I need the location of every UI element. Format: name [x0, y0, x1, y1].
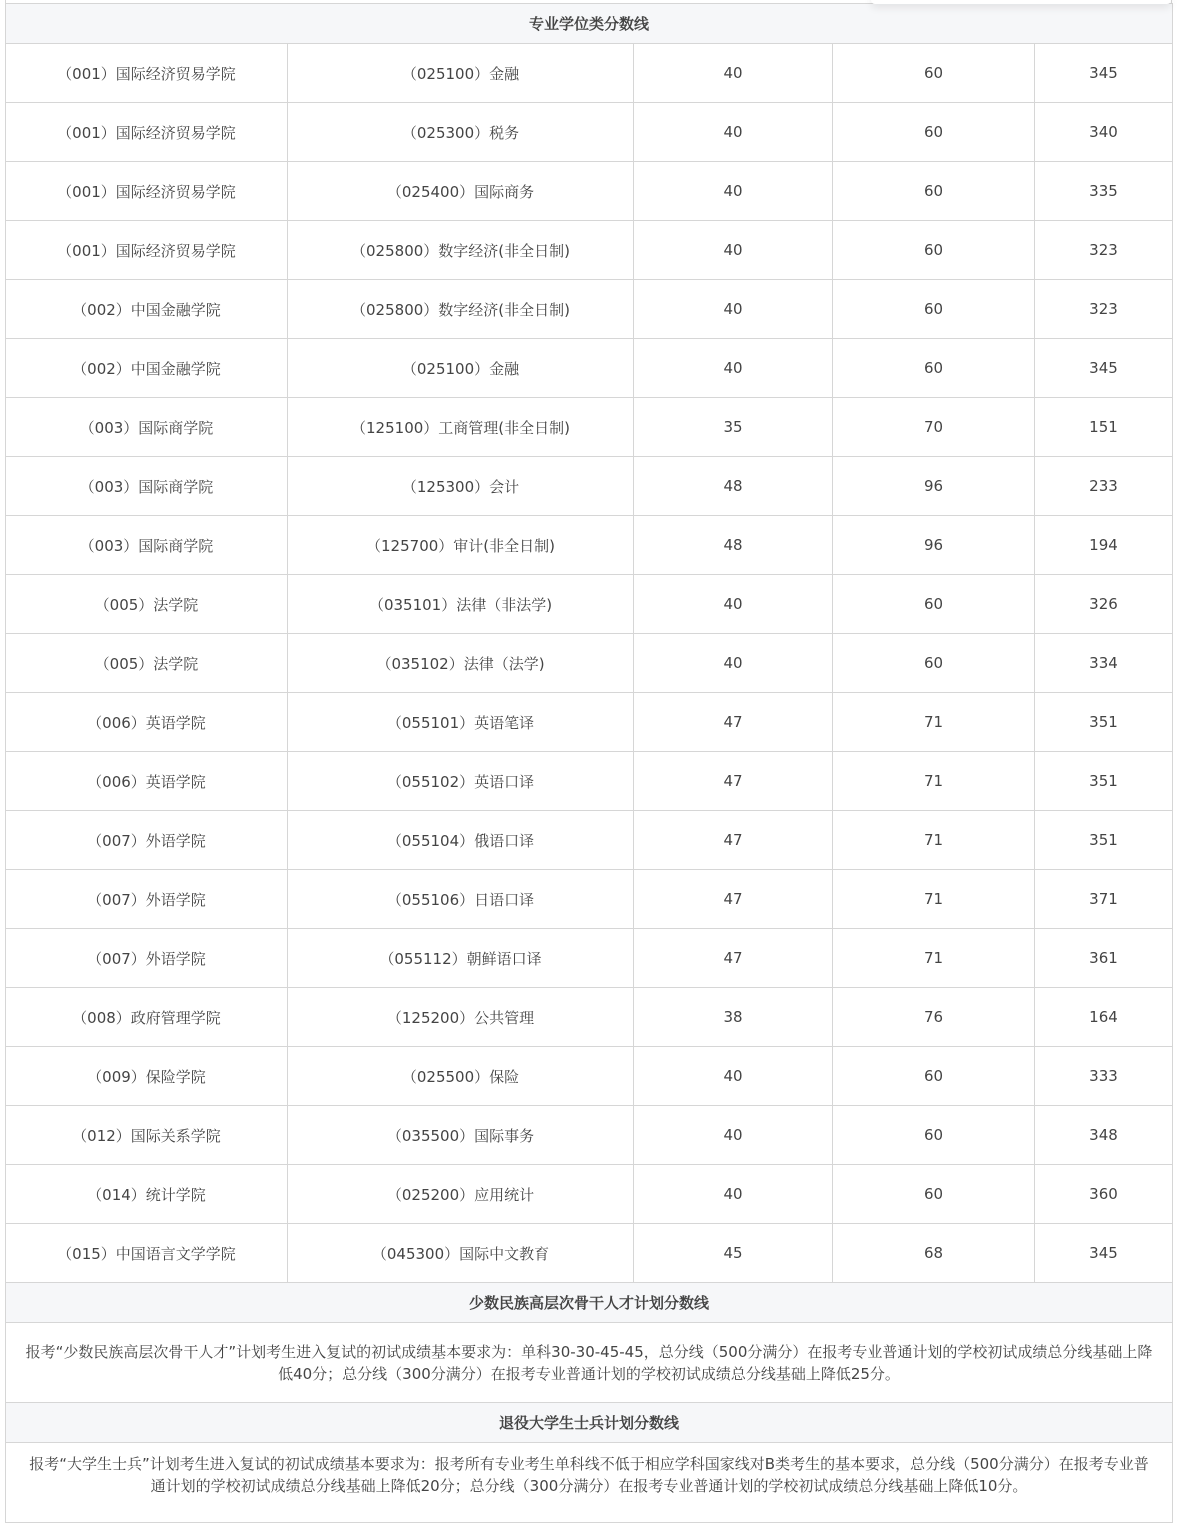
college-cell: （015）中国语言文学学院 — [6, 1224, 288, 1283]
college-cell: （007）外语学院 — [6, 811, 288, 870]
total-score-cell: 351 — [1035, 752, 1173, 811]
major-cell: （035102）法律（法学) — [288, 634, 634, 693]
college-cell: （009）保险学院 — [6, 1047, 288, 1106]
total-score-cell: 348 — [1035, 1106, 1173, 1165]
major-cell: （055106）日语口译 — [288, 870, 634, 929]
total-score-cell: 323 — [1035, 280, 1173, 339]
college-cell: （005）法学院 — [6, 575, 288, 634]
score-table-container — [5, 0, 1172, 1523]
college-cell: （006）英语学院 — [6, 752, 288, 811]
college-cell: （007）外语学院 — [6, 929, 288, 988]
table-row — [6, 398, 1173, 457]
total-score-cell: 351 — [1035, 811, 1173, 870]
table-row — [6, 693, 1173, 752]
subject-score-a-cell: 40 — [634, 575, 833, 634]
major-cell: （055104）俄语口译 — [288, 811, 634, 870]
section-note-veterans — [6, 1443, 1173, 1523]
subject-score-a-cell: 48 — [634, 457, 833, 516]
major-cell: （025300）税务 — [288, 103, 634, 162]
major-cell: （025100）金融 — [288, 44, 634, 103]
total-score-cell: 345 — [1035, 1224, 1173, 1283]
subject-score-b-cell: 71 — [833, 870, 1035, 929]
subject-score-a-cell: 40 — [634, 221, 833, 280]
major-cell: （125200）公共管理 — [288, 988, 634, 1047]
major-cell: （025800）数字经济(非全日制) — [288, 221, 634, 280]
major-cell: （025100）金融 — [288, 339, 634, 398]
subject-score-b-cell: 71 — [833, 693, 1035, 752]
table-row — [6, 103, 1173, 162]
college-cell: （001）国际经济贸易学院 — [6, 162, 288, 221]
subject-score-b-cell: 71 — [833, 929, 1035, 988]
major-cell: （025400）国际商务 — [288, 162, 634, 221]
subject-score-a-cell: 38 — [634, 988, 833, 1047]
table-row — [6, 44, 1173, 103]
section-note-text: 报考“大学生士兵”计划考生进入复试的初试成绩基本要求为：报考所有专业考生单科线不低于相应学科国家线对B类考生的基本要求，总分线（500分满分）在报考专业普通计划的学校初试成绩总分线基础上降低20分；总分线（300分满分）在报考专业普通计划的学校初试成绩总分线基础上降低10分。 — [6, 1443, 1173, 1523]
major-cell: （035101）法律（非法学) — [288, 575, 634, 634]
major-cell: （035500）国际事务 — [288, 1106, 634, 1165]
subject-score-a-cell: 47 — [634, 929, 833, 988]
total-score-cell: 351 — [1035, 693, 1173, 752]
floating-panel-shadow — [871, 0, 1171, 4]
major-cell: （125700）审计(非全日制) — [288, 516, 634, 575]
section-header-veterans — [6, 1403, 1173, 1443]
section-header-professional — [6, 4, 1173, 44]
table-row — [6, 988, 1173, 1047]
subject-score-a-cell: 40 — [634, 280, 833, 339]
subject-score-b-cell: 60 — [833, 575, 1035, 634]
table-row — [6, 339, 1173, 398]
total-score-cell: 345 — [1035, 44, 1173, 103]
subject-score-a-cell: 40 — [634, 44, 833, 103]
major-cell: （125100）工商管理(非全日制) — [288, 398, 634, 457]
college-cell: （001）国际经济贸易学院 — [6, 103, 288, 162]
major-cell: （125300）会计 — [288, 457, 634, 516]
subject-score-a-cell: 47 — [634, 693, 833, 752]
table-row — [6, 1224, 1173, 1283]
college-cell: （002）中国金融学院 — [6, 339, 288, 398]
total-score-cell: 333 — [1035, 1047, 1173, 1106]
subject-score-b-cell: 60 — [833, 1047, 1035, 1106]
section-note-text: 报考“少数民族高层次骨干人才”计划考生进入复试的初试成绩基本要求为：单科30-30-45-45，总分线（500分满分）在报考专业普通计划的学校初试成绩总分线基础上降低40分；总分线（300分满分）在报考专业普通计划的学校初试成绩总分线基础上降低25分。 — [6, 1323, 1173, 1403]
college-cell: （006）英语学院 — [6, 693, 288, 752]
subject-score-b-cell: 71 — [833, 811, 1035, 870]
subject-score-b-cell: 60 — [833, 339, 1035, 398]
subject-score-b-cell: 76 — [833, 988, 1035, 1047]
table-row — [6, 280, 1173, 339]
subject-score-b-cell: 60 — [833, 1106, 1035, 1165]
subject-score-a-cell: 40 — [634, 103, 833, 162]
subject-score-b-cell: 60 — [833, 162, 1035, 221]
total-score-cell: 371 — [1035, 870, 1173, 929]
major-cell: （055112）朝鲜语口译 — [288, 929, 634, 988]
table-row — [6, 221, 1173, 280]
major-cell: （055102）英语口译 — [288, 752, 634, 811]
college-cell: （003）国际商学院 — [6, 398, 288, 457]
table-row — [6, 634, 1173, 693]
table-row — [6, 1106, 1173, 1165]
table-row — [6, 575, 1173, 634]
section-title: 少数民族高层次骨干人才计划分数线 — [6, 1283, 1173, 1323]
subject-score-a-cell: 40 — [634, 162, 833, 221]
college-cell: （007）外语学院 — [6, 870, 288, 929]
section-note-minority — [6, 1323, 1173, 1403]
college-cell: （012）国际关系学院 — [6, 1106, 288, 1165]
table-top-edge — [5, 0, 1172, 3]
table-row — [6, 929, 1173, 988]
subject-score-b-cell: 60 — [833, 44, 1035, 103]
subject-score-b-cell: 60 — [833, 103, 1035, 162]
college-cell: （008）政府管理学院 — [6, 988, 288, 1047]
table-row — [6, 1047, 1173, 1106]
total-score-cell: 164 — [1035, 988, 1173, 1047]
total-score-cell: 360 — [1035, 1165, 1173, 1224]
total-score-cell: 361 — [1035, 929, 1173, 988]
score-table-body — [6, 4, 1173, 1523]
table-row — [6, 870, 1173, 929]
total-score-cell: 194 — [1035, 516, 1173, 575]
total-score-cell: 345 — [1035, 339, 1173, 398]
total-score-cell: 340 — [1035, 103, 1173, 162]
major-cell: （025200）应用统计 — [288, 1165, 634, 1224]
college-cell: （001）国际经济贸易学院 — [6, 44, 288, 103]
college-cell: （003）国际商学院 — [6, 516, 288, 575]
total-score-cell: 233 — [1035, 457, 1173, 516]
table-row — [6, 811, 1173, 870]
subject-score-b-cell: 60 — [833, 634, 1035, 693]
college-cell: （003）国际商学院 — [6, 457, 288, 516]
subject-score-a-cell: 48 — [634, 516, 833, 575]
table-row — [6, 457, 1173, 516]
college-cell: （002）中国金融学院 — [6, 280, 288, 339]
table-row — [6, 752, 1173, 811]
subject-score-a-cell: 47 — [634, 752, 833, 811]
college-cell: （001）国际经济贸易学院 — [6, 221, 288, 280]
subject-score-a-cell: 40 — [634, 634, 833, 693]
subject-score-a-cell: 47 — [634, 811, 833, 870]
total-score-cell: 151 — [1035, 398, 1173, 457]
subject-score-a-cell: 45 — [634, 1224, 833, 1283]
major-cell: （025500）保险 — [288, 1047, 634, 1106]
college-cell: （014）统计学院 — [6, 1165, 288, 1224]
section-header-minority — [6, 1283, 1173, 1323]
major-cell: （045300）国际中文教育 — [288, 1224, 634, 1283]
subject-score-a-cell: 47 — [634, 870, 833, 929]
major-cell: （025800）数字经济(非全日制) — [288, 280, 634, 339]
subject-score-b-cell: 70 — [833, 398, 1035, 457]
subject-score-a-cell: 40 — [634, 1165, 833, 1224]
subject-score-b-cell: 68 — [833, 1224, 1035, 1283]
subject-score-b-cell: 96 — [833, 457, 1035, 516]
score-table — [5, 3, 1173, 1523]
total-score-cell: 335 — [1035, 162, 1173, 221]
table-row — [6, 516, 1173, 575]
subject-score-a-cell: 35 — [634, 398, 833, 457]
subject-score-b-cell: 60 — [833, 221, 1035, 280]
subject-score-b-cell: 60 — [833, 1165, 1035, 1224]
subject-score-a-cell: 40 — [634, 339, 833, 398]
subject-score-b-cell: 71 — [833, 752, 1035, 811]
total-score-cell: 326 — [1035, 575, 1173, 634]
subject-score-b-cell: 60 — [833, 280, 1035, 339]
total-score-cell: 323 — [1035, 221, 1173, 280]
table-row — [6, 1165, 1173, 1224]
major-cell: （055101）英语笔译 — [288, 693, 634, 752]
total-score-cell: 334 — [1035, 634, 1173, 693]
subject-score-a-cell: 40 — [634, 1047, 833, 1106]
table-row — [6, 162, 1173, 221]
college-cell: （005）法学院 — [6, 634, 288, 693]
subject-score-b-cell: 96 — [833, 516, 1035, 575]
section-title: 退役大学生士兵计划分数线 — [6, 1403, 1173, 1443]
section-title: 专业学位类分数线 — [6, 4, 1173, 44]
subject-score-a-cell: 40 — [634, 1106, 833, 1165]
